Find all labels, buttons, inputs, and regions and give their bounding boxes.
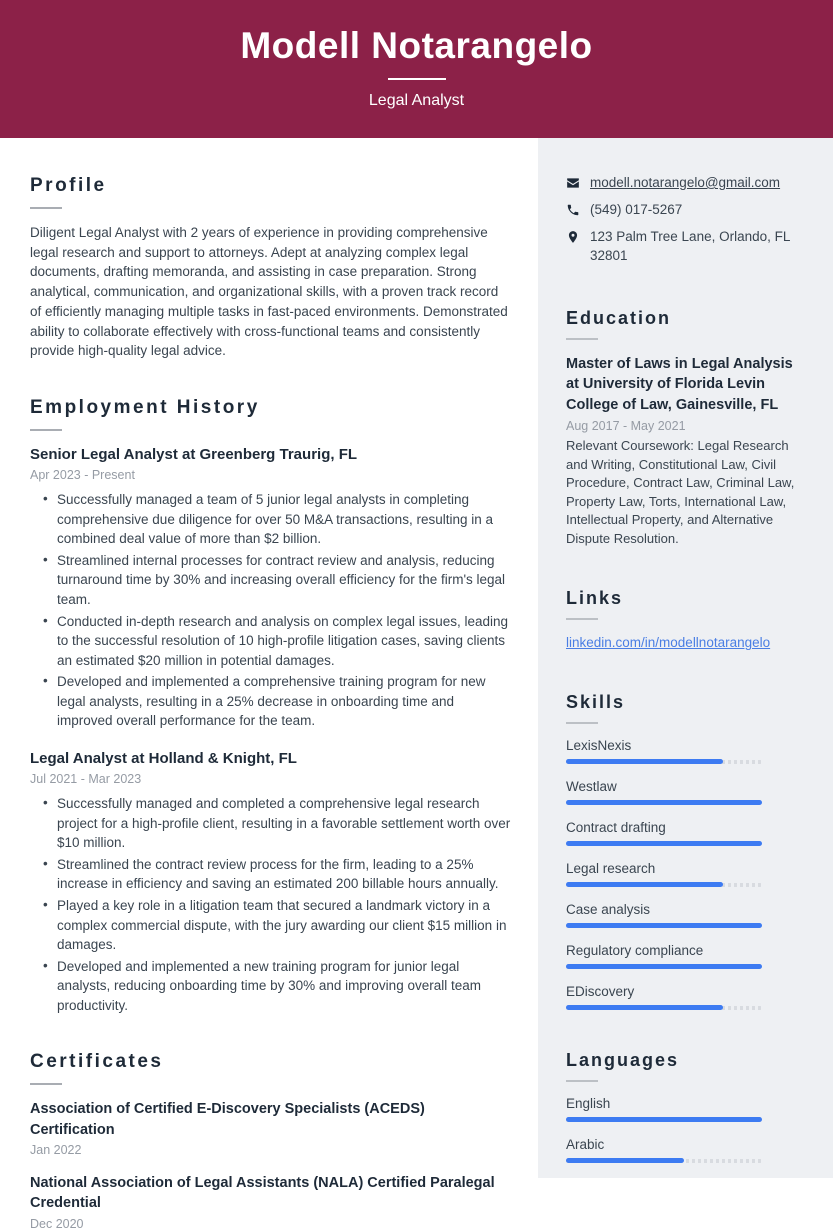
skill-bar-track — [566, 1118, 762, 1122]
content-columns — [0, 138, 833, 1231]
certificates-list — [30, 1099, 512, 1230]
person-role: Legal Analyst — [368, 92, 465, 109]
heading-divider — [30, 207, 62, 209]
skill-bar-fill — [566, 882, 723, 887]
skills-list — [566, 738, 807, 1010]
education-coursework: Relevant Coursework: Legal Research and Writing, Constitutional Law, Civil Procedure, Contract Law, Criminal Law, Property Law, Torts, International Law, Intellectual Property, and Alternative Dispute Resolution. — [566, 438, 795, 546]
skill-name: EDiscovery — [566, 984, 635, 1000]
employment-section — [30, 397, 512, 1015]
jobs-list — [30, 445, 512, 1015]
email-link[interactable]: modell.notarangelo@gmail.com — [590, 175, 781, 190]
main-column — [0, 138, 538, 1231]
language-item — [566, 1137, 807, 1163]
certificate-date: Jan 2022 — [30, 1142, 82, 1157]
job-bullet: • Streamlined internal processes for contract review and analysis, reducing turnaround time by 30% and increasing overall efficiency for the firm's legal team. — [42, 551, 512, 610]
email-icon — [566, 176, 580, 190]
skill-bar-fill — [566, 1117, 762, 1122]
skill-item — [566, 738, 807, 764]
certificate-title: Association of Certified E-Discovery Specialists (ACEDS) Certification — [30, 1101, 425, 1138]
skill-bar-track — [566, 801, 762, 805]
certificates-heading: Certificates — [30, 1051, 164, 1073]
job-bullet: • Streamlined the contract review process for the firm, leading to a 25% increase in efficiency and saving an estimated 200 billable hours annually. — [42, 855, 512, 894]
skill-bar-fill — [566, 1158, 684, 1163]
job-dates: Jul 2021 - Mar 2023 — [30, 772, 142, 787]
languages-heading: Languages — [566, 1050, 680, 1071]
certificate-entry — [30, 1099, 512, 1157]
skill-bar-fill — [566, 923, 762, 928]
contact-address-row — [566, 228, 807, 266]
language-item — [566, 1096, 807, 1122]
heading-divider — [30, 429, 62, 431]
skill-item — [566, 902, 807, 928]
education-dates: Aug 2017 - May 2021 — [566, 419, 686, 434]
skill-bar-track — [566, 1006, 762, 1010]
certificates-section — [30, 1051, 512, 1230]
contact-phone-row — [566, 201, 807, 220]
person-name: Modell Notarangelo — [240, 25, 593, 66]
job-title: Legal Analyst at Holland & Knight, FL — [30, 749, 297, 767]
job-bullet: • Developed and implemented a comprehensive training program for new legal analysts, resulting in a 25% decrease in onboarding time and improved overall performance for the team. — [42, 672, 512, 731]
certificate-title: National Association of Legal Assistants (NALA) Certified Paralegal Credential — [30, 1174, 495, 1212]
links-section — [566, 588, 807, 652]
heading-divider — [566, 1080, 598, 1082]
skill-item — [566, 984, 807, 1010]
skill-bar-track — [566, 1159, 762, 1163]
skill-item — [566, 779, 807, 805]
heading-divider — [30, 1083, 62, 1085]
skill-name: Westlaw — [566, 779, 617, 795]
skill-bar-track — [566, 924, 762, 928]
skill-bar-track — [566, 842, 762, 846]
skill-name: Legal research — [566, 861, 656, 877]
education-heading: Education — [566, 307, 672, 328]
skill-item — [566, 943, 807, 969]
profile-heading: Profile — [30, 175, 107, 196]
job-entry — [30, 445, 512, 731]
linkedin-link[interactable]: linkedin.com/in/modellnotarangelo — [566, 635, 771, 651]
skill-bar-fill — [566, 759, 723, 764]
skills-heading: Skills — [566, 692, 626, 713]
certificate-date: Dec 2020 — [30, 1216, 84, 1231]
skill-name: Regulatory compliance — [566, 943, 704, 959]
languages-section — [566, 1050, 807, 1163]
links-heading: Links — [566, 588, 624, 609]
skill-name: Case analysis — [566, 902, 651, 918]
skill-item — [566, 820, 807, 846]
skill-bar-track — [566, 883, 762, 887]
resume-header — [0, 0, 833, 138]
location-pin-icon — [566, 230, 580, 244]
skills-section — [566, 692, 807, 1010]
heading-divider — [566, 338, 598, 340]
skill-bar-fill — [566, 800, 762, 805]
skill-bar-fill — [566, 964, 762, 969]
job-bullet: • Successfully managed and completed a comprehensive legal research project for a high-profile client, resulting in a favorable settlement worth over $10 million. — [42, 794, 512, 853]
name-divider — [388, 78, 446, 80]
job-title: Senior Legal Analyst at Greenberg Traurig, FL — [30, 445, 358, 463]
profile-text: Diligent Legal Analyst with 2 years of experience in providing comprehensive legal research and support to attorneys. Adept at analyzing complex legal documents, drafting memoranda, and assisting in case preparation. Strong analytical, communication, and organizational skills, with a proven track record of efficiently managing multiple tasks in fast-paced environments. Demonstrated ability to collaborate effectively with cross-functional teams and consistently provide high-quality legal advice. — [30, 225, 508, 359]
job-dates: Apr 2023 - Present — [30, 468, 135, 483]
skill-name: English — [566, 1096, 611, 1112]
job-bullet: • Successfully managed a team of 5 junior legal analysts in completing comprehensive due diligence for over 50 M&A transactions, resulting in a combined deal value of more than $2 billion. — [42, 490, 512, 549]
job-bullet: • Conducted in-depth research and analysis on complex legal issues, leading to the successful resolution of 10 high-profile litigation cases, saving clients an estimated $20 million in potential damages. — [42, 612, 512, 671]
skill-name: LexisNexis — [566, 738, 632, 754]
sidebar-column — [538, 138, 833, 1178]
degree-title: Master of Laws in Legal Analysis at University of Florida Levin College of Law, Gainesville, FL — [566, 355, 793, 413]
profile-section — [30, 175, 512, 361]
skill-bar-fill — [566, 1005, 723, 1010]
skill-item — [566, 861, 807, 887]
contact-email-row — [566, 174, 807, 193]
education-section — [566, 308, 807, 548]
languages-list — [566, 1096, 807, 1163]
phone-number: (549) 017-5267 — [590, 201, 683, 217]
heading-divider — [566, 618, 598, 620]
job-bullets — [42, 794, 512, 1015]
skill-bar-fill — [566, 841, 762, 846]
job-bullet: • Developed and implemented a new training program for junior legal analysts, reducing onboarding time by 30% and improving overall team productivity. — [42, 957, 512, 1016]
phone-icon — [566, 203, 580, 217]
heading-divider — [566, 722, 598, 724]
skill-bar-track — [566, 760, 762, 764]
contact-block — [566, 174, 807, 266]
job-entry — [30, 749, 512, 1015]
skill-name: Contract drafting — [566, 820, 666, 836]
skill-bar-track — [566, 965, 762, 969]
address-text: 123 Palm Tree Lane, Orlando, FL 32801 — [590, 228, 790, 263]
job-bullets — [42, 490, 512, 731]
job-bullet: • Played a key role in a litigation team that secured a landmark victory in a complex commercial dispute, with the jury awarding our client $15 million in damages. — [42, 896, 512, 955]
skill-name: Arabic — [566, 1137, 605, 1153]
employment-heading: Employment History — [30, 396, 260, 418]
certificate-entry — [30, 1173, 512, 1231]
